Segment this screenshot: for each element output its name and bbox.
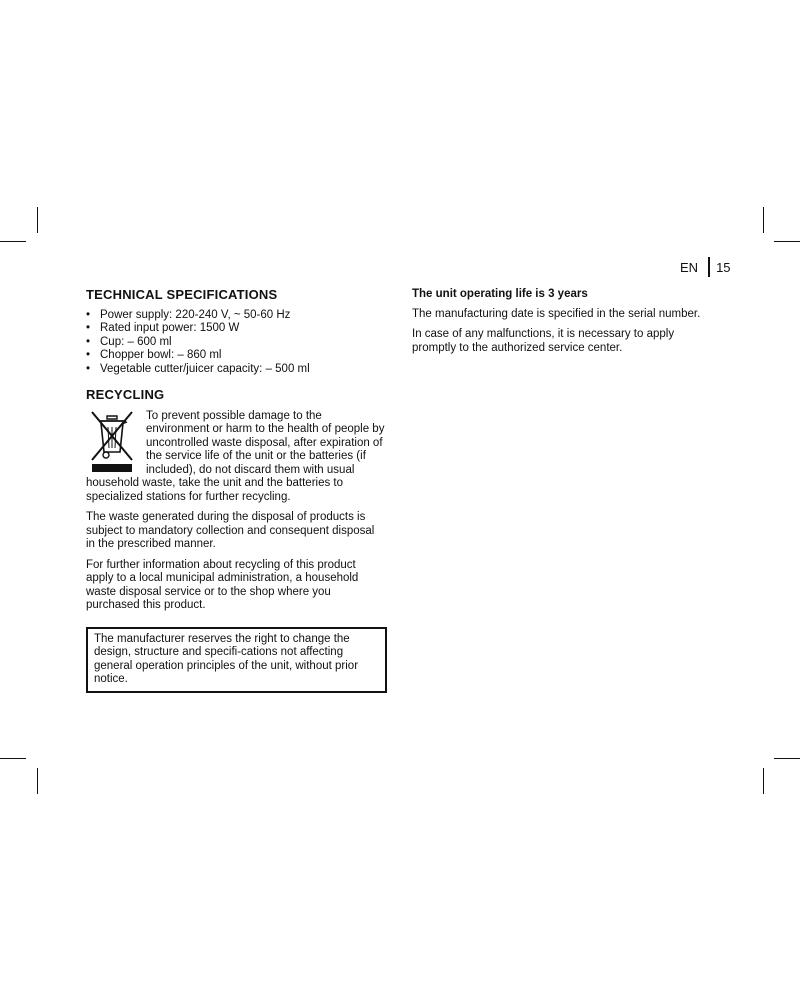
crop-mark xyxy=(763,207,764,233)
crossed-out-wheelie-bin-icon xyxy=(86,410,138,474)
list-item: • Cup: – 600 ml xyxy=(86,336,386,350)
crop-mark xyxy=(774,241,800,242)
info-paragraph: For further information about recycling of this product apply to a local municipal administration, a household waste disposal service or to the shop where you purchased this product. xyxy=(86,558,359,611)
recycling-text: To prevent possible damage to the environment or harm to the health of people by uncontrolled waste disposal, after expiration of the service life of the unit or the batteries (if included), do not discard them with usual household waste, take the unit and the batteries to specialized stations for further recycling. xyxy=(86,409,385,503)
right-column xyxy=(412,288,712,362)
list-item: • Rated input power: 1500 W xyxy=(86,322,386,336)
recycling-block xyxy=(86,410,386,505)
crop-mark xyxy=(763,768,764,794)
manufacturing-date-paragraph: The manufacturing date is specified in the serial number. xyxy=(412,307,701,320)
list-item: • Vegetable cutter/juicer capacity: – 500 ml xyxy=(86,363,386,377)
notice-text: The manufacturer reserves the right to change the design, structure and specifi-cations not affecting general operation principles of the unit, without prior notice. xyxy=(94,632,359,685)
language-code: EN xyxy=(680,259,699,275)
crop-mark xyxy=(0,241,26,242)
crop-mark xyxy=(774,758,800,759)
operating-life-heading: The unit operating life is 3 years xyxy=(412,288,588,300)
malfunction-paragraph: In case of any malfunctions, it is necessary to apply promptly to the authorized service center. xyxy=(412,328,675,354)
list-item: • Chopper bowl: – 860 ml xyxy=(86,349,386,363)
header-divider xyxy=(708,257,710,277)
crop-mark xyxy=(37,207,38,233)
specs-list xyxy=(86,309,386,377)
list-item: • Power supply: 220-240 V, ~ 50-60 Hz xyxy=(86,309,386,323)
recycling-heading: RECYCLING xyxy=(86,387,165,402)
waste-paragraph: The waste generated during the disposal of products is subject to mandatory collection and consequent disposal in the prescribed manner. xyxy=(86,511,375,550)
manufacturer-notice-box xyxy=(86,627,387,693)
left-column xyxy=(86,288,386,693)
page-header xyxy=(680,257,731,277)
page-number: 15 xyxy=(716,259,731,275)
specs-heading: TECHNICAL SPECIFICATIONS xyxy=(86,287,278,302)
crop-mark xyxy=(0,758,26,759)
crop-mark xyxy=(37,768,38,794)
